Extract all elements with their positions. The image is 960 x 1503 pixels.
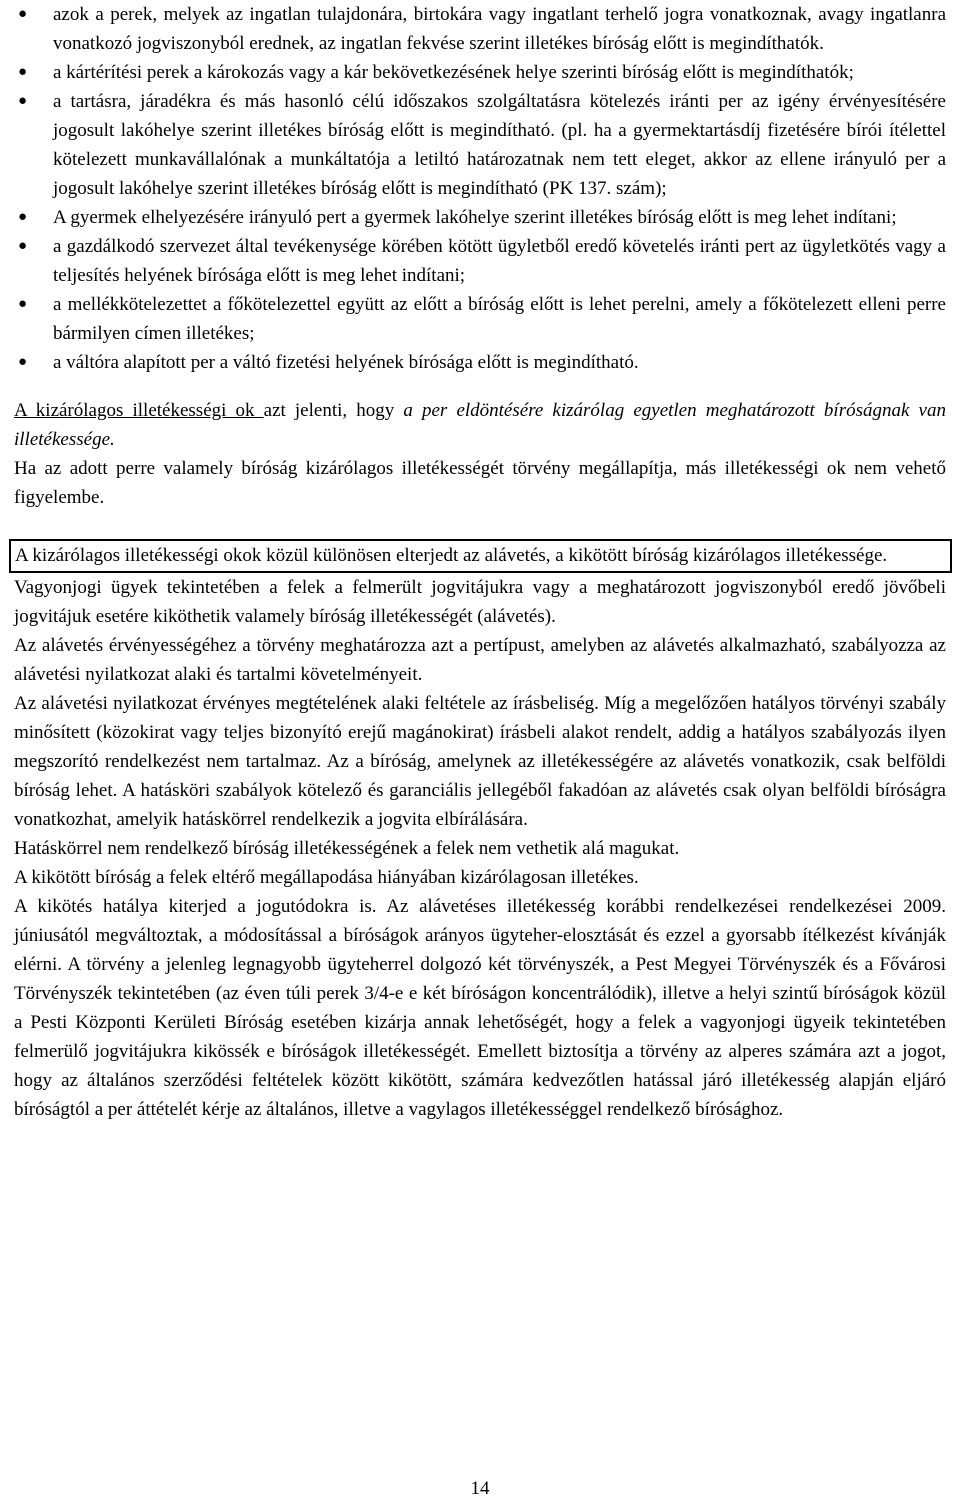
paragraph: Az alávetés érvényességéhez a törvény meghatározza azt a pertípust, amelyben az alávetés alkalmazható, szabályozza az alávetési nyilatkozat alaki és tartalmi követelményeit.	[14, 635, 946, 685]
list-item	[14, 0, 946, 58]
bullet-icon: ●	[18, 238, 28, 254]
paragraph: Az alávetési nyilatkozat érvényes megtételének alaki feltétele az írásbeliség. Míg a megelőzően hatályos törvényi szabály minősített (közokirat vagy teljes bizonyító erejű magánokirat) írásbeli alakot rendelt, addig a hatályos szabályozás ilyen megszorító rendelkezést nem tartalmaz. Az a bíróság, amelynek az illetékességére az alávetés vonatkozik, csak belföldi bíróság lehet. A hatásköri szabályok kötelező és garanciális jellegéből fakadóan az alávetés csak olyan belföldi bíróságra vonatkozhat, amelyik hatáskörrel rendelkezik a jogvita elbírálására.	[14, 693, 946, 830]
paragraph: Ha az adott perre valamely bíróság kizárólagos illetékességét törvény megállapítja, más illetékességi ok nem vehető figyelembe.	[14, 458, 946, 508]
list-item-text: a mellékkötelezettet a főkötelezettel együtt az előtt a bíróság előtt is lehet perelni, amely a főkötelezett elleni perre bármilyen címen illetékes;	[53, 294, 946, 344]
bullet-icon: ●	[18, 93, 28, 109]
definition-term: A kizárólagos illetékességi ok	[14, 400, 264, 421]
list-item	[14, 232, 946, 290]
bullet-icon: ●	[18, 354, 28, 370]
list-item-text: a váltóra alapított per a váltó fizetési helyének bírósága előtt is megindítható.	[53, 352, 639, 373]
paragraph: A kikötött bíróság a felek eltérő megállapodása hiányában kizárólagosan illetékes.	[14, 867, 639, 888]
bullet-list	[14, 0, 946, 377]
list-item-text: a kártérítési perek a károkozás vagy a kár bekövetkezésének helye szerinti bíróság előtt is megindíthatók;	[53, 62, 854, 83]
list-item-text: a tartásra, járadékra és más hasonló célú időszakos szolgáltatásra kötelezés iránti per az igény érvényesítésére jogosult lakóhelye szerint illetékes bíróság előtt is megindítható. (pl. ha a gyermektartásdíj fizetésére bírói ítélettel kötelezett munkavállalónak a munkáltatója a letiltó határozatnak nem tett eleget, akkor az ellene irányuló per a jogosult lakóhelye szerint illetékes bíróság előtt is megindítható (PK 137. szám);	[53, 91, 946, 199]
list-item	[14, 203, 946, 232]
bullet-icon: ●	[18, 64, 28, 80]
spacer	[14, 377, 946, 396]
bullet-icon: ●	[18, 6, 28, 22]
spacer	[14, 512, 946, 539]
paragraph: Vagyonjogi ügyek tekintetében a felek a felmerült jogvitájukra vagy a meghatározott jogviszonyból eredő jövőbeli jogvitájuk esetére kiköthetik valamely bíróság illetékességét (alávetés).	[14, 577, 946, 627]
highlight-box	[9, 539, 952, 573]
highlight-box-text: A kizárólagos illetékességi okok közül különösen elterjedt az alávetés, a kikötött bíróság kizárólagos illetékessége.	[15, 545, 888, 566]
list-item	[14, 290, 946, 348]
paragraph: A kikötés hatálya kiterjed a jogutódokra is. Az alávetéses illetékesség korábbi rendelkezései rendelkezései 2009. júniusától megváltoztak, a módosítással a bíróságok arányos ügyteher-elosztását és ezzel a gyorsabb ítélkezést kívánják elérni. A törvény a jelenleg legnagyobb ügyteherrel dolgozó két törvényszék, a Pest Megyei Törvényszék és a Fővárosi Törvényszék tekintetében (az éven túli perek 3/4-e e két bíróságon koncentrálódik), illetve a helyi szintű bíróságok közül a Pesti Központi Kerületi Bíróság esetében kizárja annak lehetőségét, hogy a felek a vagyonjogi ügyeik tekintetében felmerülő jogvitájukra kikössék e bíróságok illetékességét. Emellett biztosítja a törvény az alperes számára azt a jogot, hogy az általános szerződési feltételek között kikötött, számára kedvezőtlen hatással járó illetékesség alapján eljáró bíróságtól a per áttételét kérje az általános, illetve a vagylagos illetékességgel rendelkező bírósághoz.	[14, 896, 946, 1120]
definition-paragraph	[14, 396, 946, 454]
bullet-icon: ●	[18, 296, 28, 312]
document-page	[14, 0, 946, 1124]
list-item-text: a gazdálkodó szervezet által tevékenysége körében kötött ügyletből eredő követelés iránti pert az ügyletkötés vagy a teljesítés helyének bírósága előtt is meg lehet indítani;	[53, 236, 946, 286]
list-item	[14, 87, 946, 203]
list-item	[14, 348, 946, 377]
bullet-icon: ●	[18, 209, 28, 225]
list-item	[14, 58, 946, 87]
list-item-text: azok a perek, melyek az ingatlan tulajdonára, birtokára vagy ingatlant terhelő jogra vonatkoznak, avagy ingatlanra vonatkozó jogviszonyból erednek, az ingatlan fekvése szerint illetékes bíróság előtt is megindíthatók.	[53, 4, 946, 54]
definition-connector: azt jelenti, hogy	[263, 400, 404, 421]
list-item-text: A gyermek elhelyezésére irányuló pert a gyermek lakóhelye szerint illetékes bíróság előtt is meg lehet indítani;	[53, 207, 897, 228]
page-number: 14	[470, 1478, 490, 1499]
definition-text: a per eldöntésére kizárólag egyetlen meghatározott bíróságnak van illetékessége.	[14, 400, 946, 450]
paragraph: Hatáskörrel nem rendelkező bíróság illetékességének a felek nem vethetik alá magukat.	[14, 838, 680, 859]
